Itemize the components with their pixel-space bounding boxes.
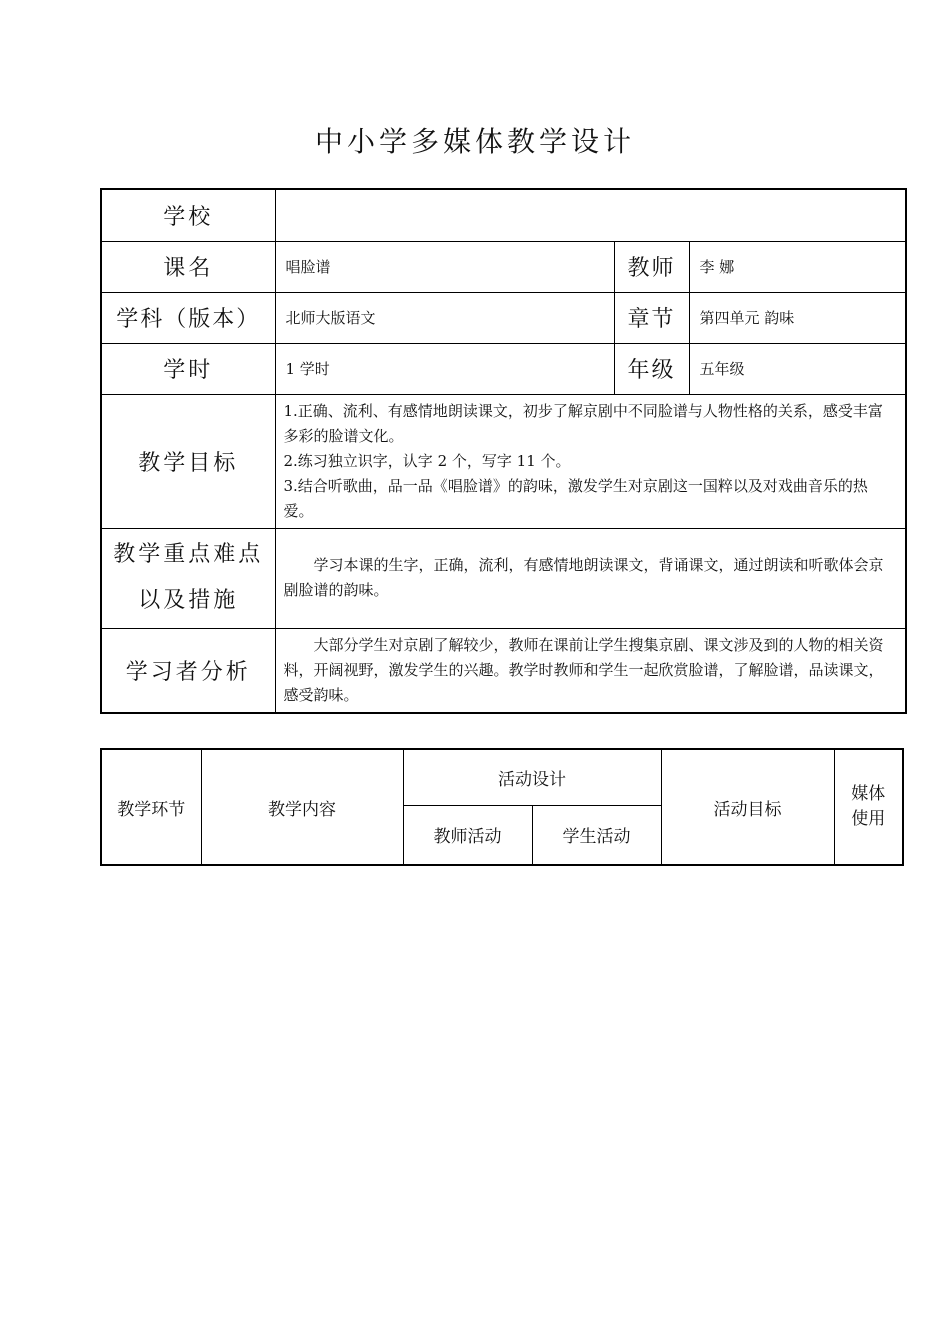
plan-header-row	[101, 749, 903, 805]
chapter-label: 章节	[614, 292, 689, 343]
objective-item: 3.结合听歌曲，品一品《唱脸谱》的韵味，激发学生对京剧这一国粹以及对戏曲音乐的热爱。	[283, 476, 868, 520]
plan-table	[100, 748, 904, 866]
hours-label: 学时	[101, 343, 275, 394]
col-media	[834, 749, 903, 865]
keypoints-label	[101, 528, 275, 628]
subject-value: 北师大版语文	[275, 292, 614, 343]
hours-value: 1 学时	[275, 343, 614, 394]
subject-label: 学科（版本）	[101, 292, 275, 343]
learner-value: 大部分学生对京剧了解较少，教师在课前让学生搜集京剧、课文涉及到的人物的相关资料，开阔视野，激发学生的兴趣。教学时教师和学生一起欣赏脸谱，了解脸谱，品读课文，感受韵味。	[275, 628, 906, 713]
grade-label: 年级	[614, 343, 689, 394]
col-media-line: 使用	[851, 809, 886, 829]
course-row	[101, 241, 906, 292]
keypoints-label-line: 以及措施	[138, 588, 239, 613]
learner-row	[101, 628, 906, 713]
col-media-line: 媒体	[851, 784, 886, 804]
school-value	[275, 189, 906, 241]
info-table	[100, 188, 907, 714]
school-row	[101, 189, 906, 241]
objective-item: 1.正确、流利、有感情地朗读课文，初步了解京剧中不同脸谱与人物性格的关系，感受丰富多彩的脸谱文化。	[283, 401, 883, 445]
grade-value: 五年级	[689, 343, 906, 394]
school-label: 学校	[101, 189, 275, 241]
col-student-activity: 学生活动	[532, 805, 661, 865]
learner-label: 学习者分析	[101, 628, 275, 713]
col-content: 教学内容	[201, 749, 403, 865]
col-stage: 教学环节	[101, 749, 201, 865]
chapter-value: 第四单元 韵味	[689, 292, 906, 343]
objectives-row	[101, 394, 906, 528]
subject-row	[101, 292, 906, 343]
keypoints-row	[101, 528, 906, 628]
course-value: 唱脸谱	[275, 241, 614, 292]
keypoints-label-line: 教学重点难点	[113, 542, 264, 567]
col-activity: 活动设计	[403, 749, 661, 805]
keypoints-value: 学习本课的生字，正确，流利，有感情地朗读课文，背诵课文，通过朗读和听歌体会京剧脸谱的韵味。	[275, 528, 906, 628]
col-teacher-activity: 教师活动	[403, 805, 532, 865]
hours-row	[101, 343, 906, 394]
objectives-cell	[275, 394, 906, 528]
page-title: 中小学多媒体教学设计	[314, 125, 635, 158]
objective-item: 2.练习独立识字，认字 2 个，写字 11 个。	[283, 451, 571, 470]
col-goal: 活动目标	[661, 749, 834, 865]
course-label: 课名	[101, 241, 275, 292]
objectives-label: 教学目标	[101, 394, 275, 528]
teacher-value: 李 娜	[689, 241, 906, 292]
teacher-label: 教师	[614, 241, 689, 292]
